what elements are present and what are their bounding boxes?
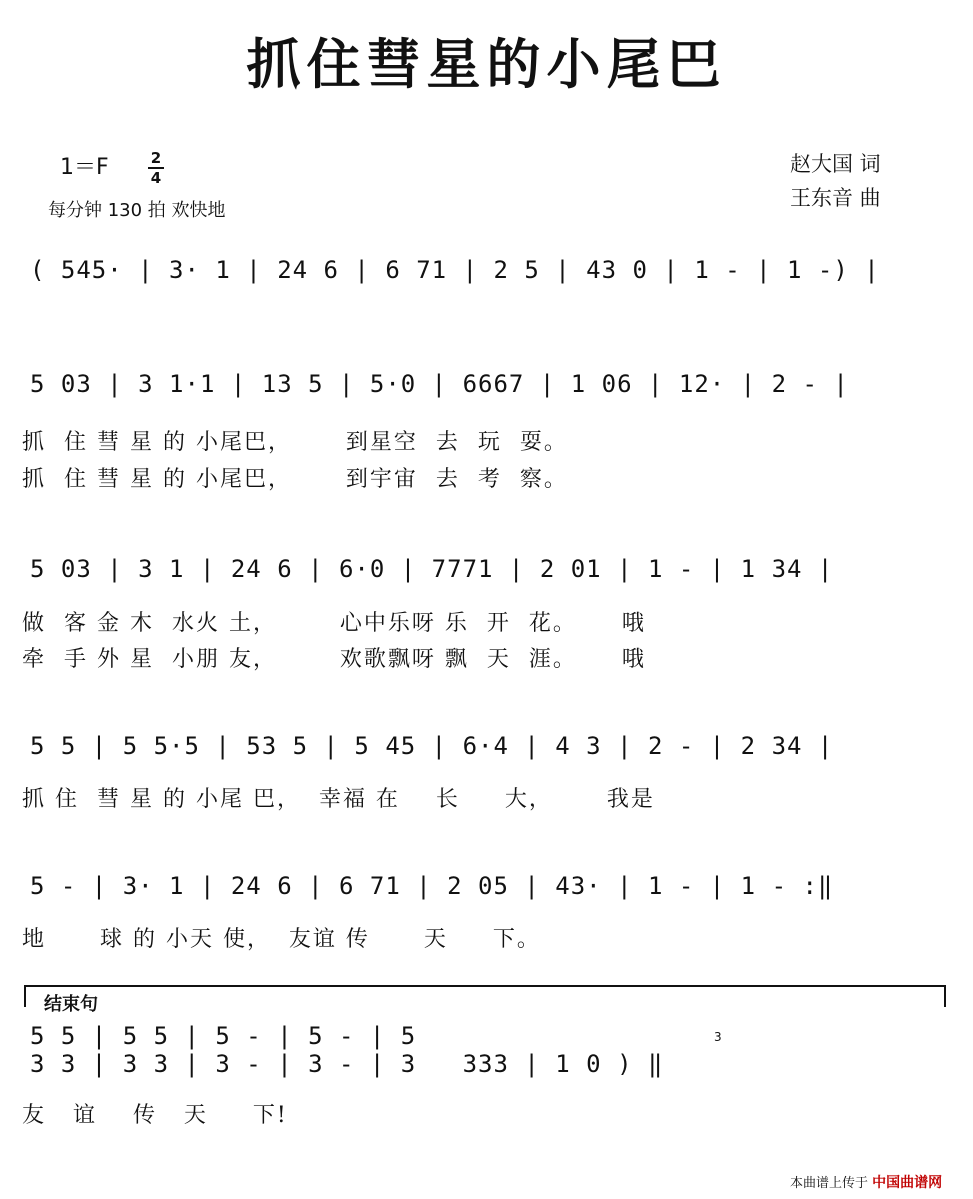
- notation: 5 03 | 3 1·1 | 13 5 | 5·0 | 6667 | 1 06 | 12· | 2 - |: [30, 370, 849, 398]
- composer-credit: 王东音 曲: [790, 186, 881, 210]
- lyrics-verse-2: 抓 住 彗 星 的 小尾巴， 到宇宙 去 考 察。: [22, 467, 568, 492]
- notation: ( 545· | 3· 1 | 24 6 | 6 71 | 2 5 | 43 0 | 1 - | 1 -) |: [30, 256, 880, 284]
- notation: 5 03 | 3 1 | 24 6 | 6·0 | 7771 | 2 01 | 1 - | 1 34 |: [30, 555, 834, 583]
- key-signature: 1＝F: [60, 155, 109, 180]
- music-line-intro: [0, 256, 973, 316]
- lyrics: 地 球 的 小天 使， 友谊 传 天 下。: [22, 927, 541, 952]
- meter-top: 2: [150, 149, 162, 167]
- ending-lyrics: 友 谊 传 天 下!: [22, 1103, 288, 1128]
- meter-bottom: 4: [150, 169, 162, 187]
- song-title: 抓住彗星的小尾巴: [246, 32, 727, 96]
- music-line-1: [0, 370, 973, 430]
- tempo-marking: 每分钟 130 拍 欢快地: [48, 200, 226, 221]
- ending-bracket: [24, 985, 946, 1007]
- lyrics-verse-1: 抓 住 彗 星 的 小尾巴， 到星空 去 玩 耍。: [22, 430, 568, 455]
- footer-brand: 中国曲谱网: [872, 1175, 943, 1191]
- notation: 5 5 | 5 5·5 | 53 5 | 5 45 | 6·4 | 4 3 | 2 - | 2 34 |: [30, 732, 834, 760]
- lyrics-verse-2: 牵 手 外 星 小朋 友， 欢歌飘呀 飘 天 涯。 哦: [22, 647, 646, 672]
- lyrics: 抓 住 彗 星 的 小尾 巴， 幸福 在 长 大， 我是: [22, 787, 655, 812]
- footer-text: 本曲谱上传于: [790, 1176, 869, 1191]
- ending-upper-voice: 5 5 | 5 5 | 5 - | 5 - | 5: [30, 1022, 417, 1050]
- notation: 5 - | 3· 1 | 24 6 | 6 71 | 2 05 | 43· | 1 - | 1 - :‖: [30, 872, 834, 900]
- ending-label: 结束句: [44, 994, 98, 1015]
- ending-lower-voice: 3 3 | 3 3 | 3 - | 3 - | 3 333 | 1 0 ) ‖: [30, 1050, 664, 1078]
- time-signature: [148, 150, 164, 186]
- triplet-mark: 3: [714, 1030, 722, 1044]
- footer-credit: [790, 1172, 942, 1192]
- lyrics-verse-1: 做 客 金 木 水火 土， 心中乐呀 乐 开 花。 哦: [22, 611, 646, 636]
- lyricist-credit: 赵大国 词: [790, 152, 881, 176]
